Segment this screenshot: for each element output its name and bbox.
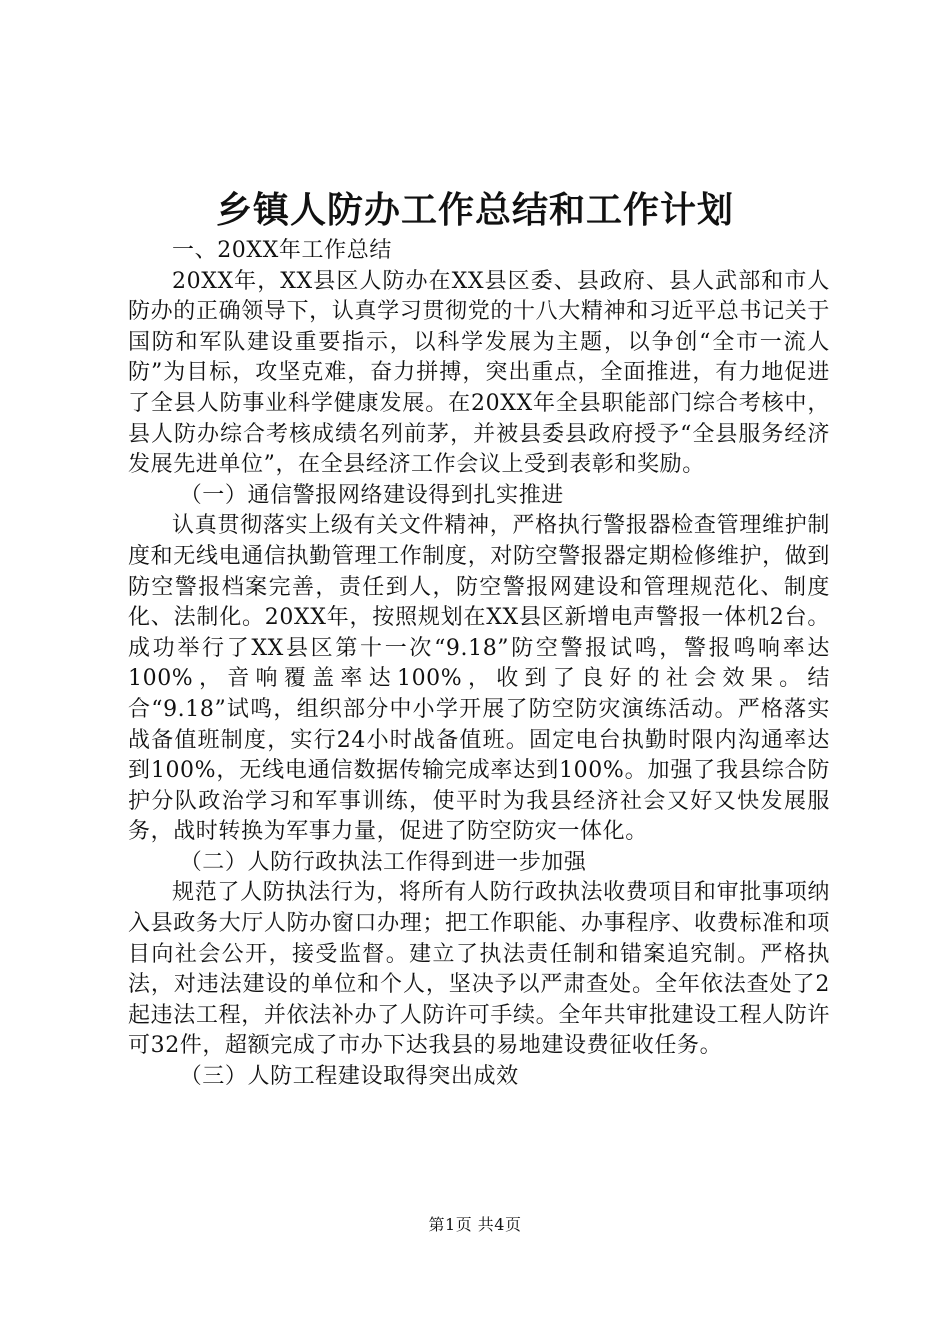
body-paragraph: 规范了人防执法行为，将所有人防行政执法收费项目和审批事项纳入县政务大厅人防办窗口办理；把工作职能、办事程序、收费标准和项目向社会公开，接受监督。建立了执法责任制和错案追究制。严格执法，对违法建设的单位和个人，坚决予以严肃查处。全年依法查处了2起违法工程，并依法补办了人防许可手续。全年共审批建设工程人防许可32件，超额完成了市办下达我县的易地建设费征收任务。 [128,880,830,1059]
subsection-heading: （三）人防工程建设取得突出成效 [179,1064,519,1090]
document-body [128,236,830,1093]
section-heading: 一、20XX年工作总结 [172,238,392,263]
body-paragraph: 20XX年，XX县区人防办在XX县区委、县政府、县人武部和市人防办的正确领导下，认真学习贯彻党的十八大精神和习近平总书记关于国防和军队建设重要指示，以科学发展为主题，以争创“全市一流人防”为目标，攻坚克难，奋力拼搏，突出重点，全面推进，有力地促进了全县人防事业科学健康发展。在20XX年全县职能部门综合考核中，县人防办综合考核成绩名列前茅，并被县委县政府授予“全县服务经济发展先进单位”，在全县经济工作会议上受到表彰和奖励。 [128,268,830,478]
body-paragraph: 认真贯彻落实上级有关文件精神，严格执行警报器检查管理维护制度和无线电通信执勤管理工作制度，对防空警报器定期检修维护，做到防空警报档案完善，责任到人，防空警报网建设和管理规范化、制度化、法制化。20XX年，按照规划在XX县区新增电声警报一体机2台。成功举行了XX县区第十一次“9.18”防空警报试鸣，警报鸣响率达100%，音响覆盖率达100%，收到了良好的社会效果。结合“9.18”试鸣，组织部分中小学开展了防空防灾演练活动。严格落实战备值班制度，实行24小时战备值班。固定电台执勤时限内沟通率达到100%，无线电通信数据传输完成率达到100%。加强了我县综合防护分队政治学习和军事训练，使平时为我县经济社会又好又快发展服务，战时转换为军事力量，促进了防空防灾一体化。 [128,513,830,845]
subsection-heading: （二）人防行政执法工作得到进一步加强 [179,849,587,875]
subsection-heading: （一）通信警报网络建设得到扎实推进 [179,482,564,508]
document-title: 乡镇人防办工作总结和工作计划 [215,189,734,231]
page-number-footer: 第1页 共4页 [428,1215,522,1234]
